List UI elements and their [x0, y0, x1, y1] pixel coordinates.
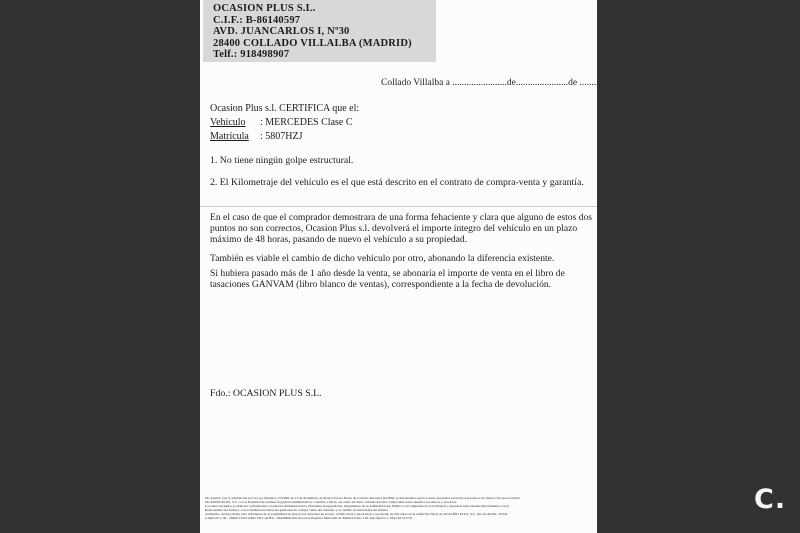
paragraph-ganvam: Si hubiera pasado más de 1 año desde la venta, se abonaría el importe de venta en el libro de tasaciones GANVAM (libro blanco de ventas), correspondiente a la fecha de devolución.	[210, 268, 565, 291]
date-line: Collado Villalba a .......................de......................de .........	[381, 78, 601, 88]
certification-intro: Ocasion Plus s.l. CERTIFICA que el:	[210, 103, 360, 114]
coches-net-logo: C.	[754, 484, 787, 515]
legal-fine-print	[205, 496, 595, 530]
plate-label: Matrícula	[210, 131, 249, 142]
legal-fine-print-text	[205, 496, 592, 520]
certification-block	[210, 102, 359, 144]
plate-row	[210, 130, 359, 144]
fine-print-line: Responsable del fichero, con la finalidad realizar las gestiones de compra venta del vehículo y el cambio de titularidad del mismo.	[205, 507, 389, 512]
paragraph-refund: En el caso de que el comprador demostrara de una forma fehaciente y clara que alguno de estos dos puntos no son correctos, Ocasion Plus s.l. devolverá el importe íntegro del vehículo en un plazo máximo de 48 horas, pasando de nuevo el vehículo a su propiedad.	[210, 212, 592, 246]
fine-print-line: De acuerdo con lo establecido por la Ley Orgánica 15/1999, de 13 de diciembre, de Protección de Datos de Carácter Personal (LOPD), le informamos que los datos aportados serán incorporados a un fichero del que es titular	[205, 496, 520, 500]
letterhead-phone: Telf.: 918498907	[213, 49, 290, 61]
certified-point-1: 1. No tiene ningún golpe estructural.	[210, 155, 354, 166]
letterhead-city: 28400 COLLADO VILLALBA (MADRID)	[213, 37, 412, 49]
section-divider	[200, 206, 597, 207]
document-page	[200, 0, 601, 533]
plate-value: : 5807HZJ	[260, 131, 303, 142]
fine-print-line: OCASIÓN PLUS, S.L. con la finalidad de realizar la gestión administrativa, contable y fiscal, así como enviarle comunicaciones comerciales sobre nuestros productos y servicios.	[205, 499, 458, 504]
fine-print-line: Los datos incluidos podrán ser comunicados a Gestores Administrativos, Entidades Aseguradoras, Organismos de la Administración Pública con competencia en la materia y personas relacionadas directamente con el	[205, 503, 509, 508]
letterhead-company: OCASION PLUS S.L.	[213, 3, 316, 14]
certified-point-2: 2. El Kilometraje del vehículo es el que está descrito en el contrato de compra-venta y garantía.	[210, 177, 584, 188]
vehicle-row	[210, 116, 359, 130]
letterhead-block	[203, 0, 436, 62]
fine-print-line: CARLOS I, 30 - 28400 COLLADO VILLALBA - MADRID Inscrita en el Registro Mercantil de Madrid Tomo 150, Inscripción 1, Hoja M 511731	[205, 515, 413, 520]
letterhead-address: AVD. JUANCARLOS I, Nº30	[213, 26, 350, 38]
letterhead-cif: C.I.F.: B-86140597	[213, 14, 301, 26]
vehicle-value: : MERCEDES Clase C	[260, 117, 353, 128]
signature-line: Fdo.: OCASION PLUS S.L.	[210, 388, 322, 399]
vehicle-label: Vehículo	[210, 117, 246, 128]
paragraph-exchange: También es viable el cambio de dicho vehículo por otro, abonando la diferencia existente.	[210, 253, 555, 264]
fine-print-line: Asimismo, declaro haber sido informado de la posibilidad de ejercer los derechos de acceso, rectificación, cancelación y oposición de mis datos en el domicilio fiscal de OCASIÓN PLUS, S.L. sito en AVDA. JUAN	[205, 511, 508, 516]
